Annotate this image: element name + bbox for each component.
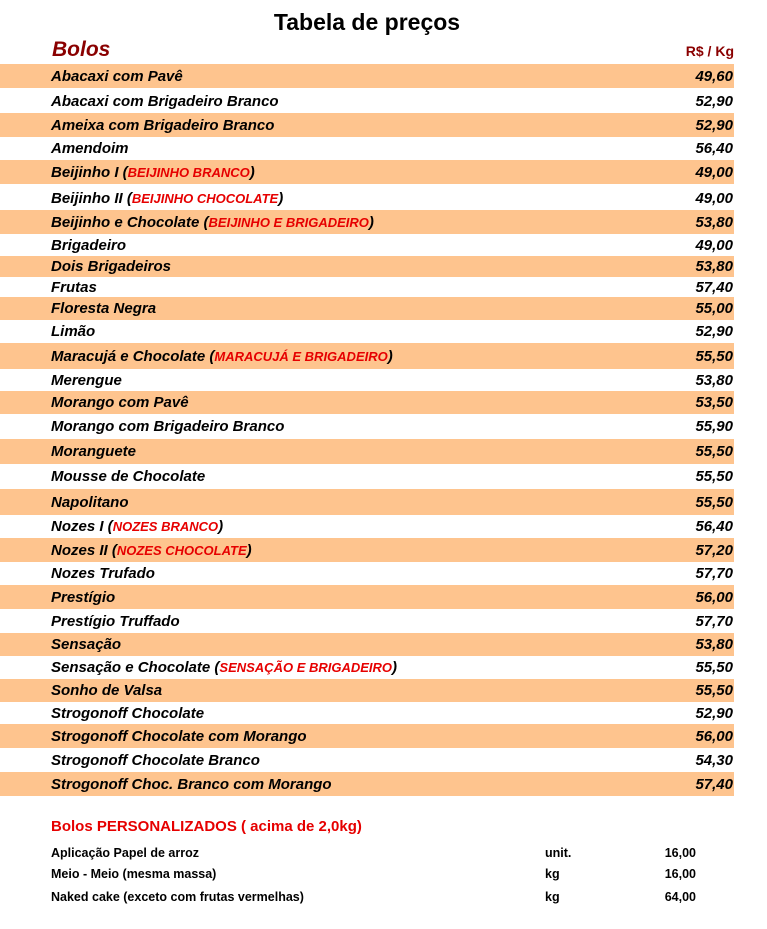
cake-name: Nozes I (NOZES BRANCO) — [51, 518, 224, 535]
cake-name — [51, 494, 653, 511]
cake-flavor: Sonho de Valsa — [51, 682, 163, 699]
cake-price: 52,90 — [695, 323, 733, 340]
price-row — [0, 748, 734, 772]
cake-flavor: Morango com Brigadeiro Branco — [51, 418, 285, 435]
filling-note: NOZES CHOCOLATE — [116, 542, 247, 558]
cake-price: 55,90 — [695, 418, 733, 435]
cake-flavor: Sensação — [51, 636, 122, 653]
custom-item-name: Aplicação Papel de arroz — [51, 846, 199, 860]
cake-flavor: Strogonoff Choc. Branco com Morango — [51, 775, 332, 793]
custom-item-unit: unit. — [545, 846, 572, 860]
cake-flavor: Strogonoff Chocolate — [51, 704, 205, 722]
price-row — [0, 210, 734, 234]
price-row — [0, 234, 734, 256]
cake-name — [51, 323, 653, 340]
cake-name — [51, 237, 653, 254]
cake-name — [51, 636, 653, 653]
price-row — [0, 160, 734, 184]
cake-price: 57,70 — [695, 565, 733, 582]
price-row — [0, 609, 734, 633]
cake-flavor: Beijinho e Chocolate — [51, 213, 200, 231]
filling-note: NOZES BRANCO — [112, 519, 219, 534]
price-row — [0, 772, 734, 796]
cake-price: 52,90 — [695, 92, 733, 110]
filling-note: BEIJINHO BRANCO — [127, 164, 250, 180]
cake-price: 55,50 — [695, 443, 733, 460]
cake-price: 55,50 — [695, 347, 733, 365]
price-row — [0, 369, 734, 391]
cake-price: 55,50 — [695, 659, 733, 676]
cake-flavor: Limão — [51, 323, 96, 340]
custom-item-row — [0, 867, 767, 885]
cake-price: 49,00 — [695, 163, 733, 181]
cake-price: 49,00 — [695, 236, 733, 254]
cake-flavor: Merengue — [51, 371, 122, 389]
cake-flavor: Strogonoff Chocolate Branco — [51, 751, 260, 769]
custom-cakes-heading: Bolos PERSONALIZADOS ( acima de 2,0kg) — [51, 818, 362, 835]
cake-name: Beijinho II (BEIJINHO CHOCOLATE) — [51, 189, 284, 207]
cake-name: Nozes II (NOZES CHOCOLATE) — [51, 541, 252, 559]
custom-item-name: Meio - Meio (mesma massa) — [51, 867, 217, 881]
cake-flavor: Nozes II — [51, 541, 108, 559]
cake-flavor: Nozes I — [51, 518, 104, 535]
price-row — [0, 343, 734, 369]
cake-price: 52,90 — [695, 116, 733, 134]
cake-price: 55,00 — [695, 300, 733, 317]
price-row — [0, 320, 734, 343]
custom-item-name: Naked cake (exceto com frutas vermelhas) — [51, 890, 304, 904]
cake-name — [51, 565, 653, 582]
cake-name — [51, 93, 653, 110]
cake-flavor: Floresta Negra — [51, 300, 157, 317]
price-row — [0, 515, 734, 538]
filling-note: BEIJINHO E BRIGADEIRO — [208, 214, 369, 230]
cake-name — [51, 68, 653, 85]
cake-name — [51, 372, 653, 389]
price-row — [0, 297, 734, 320]
price-row — [0, 679, 734, 702]
price-row — [0, 414, 734, 439]
cake-name — [51, 776, 653, 793]
cake-price: 56,00 — [695, 727, 733, 745]
cake-name — [51, 140, 653, 157]
cake-price: 55,50 — [695, 468, 733, 485]
cake-price: 57,20 — [695, 541, 733, 559]
cake-flavor: Beijinho I — [51, 163, 119, 181]
cake-price: 57,40 — [695, 775, 733, 793]
price-row — [0, 656, 734, 679]
cake-name — [51, 418, 653, 435]
cake-price: 49,60 — [695, 67, 733, 85]
cake-name: Beijinho e Chocolate (BEIJINHO E BRIGADEIRO) — [51, 213, 374, 231]
custom-item-unit: kg — [545, 867, 560, 881]
cake-name: Beijinho I (BEIJINHO BRANCO) — [51, 163, 255, 181]
filling-note: BEIJINHO CHOCOLATE — [131, 190, 279, 206]
cake-flavor: Brigadeiro — [51, 236, 127, 254]
cake-name — [51, 613, 653, 630]
cake-flavor: Abacaxi com Brigadeiro Branco — [51, 92, 279, 110]
cake-price: 54,30 — [695, 751, 733, 769]
price-row — [0, 186, 734, 210]
cake-flavor: Amendoim — [51, 140, 129, 157]
price-row — [0, 113, 734, 137]
cake-flavor: Dois Brigadeiros — [51, 258, 172, 275]
cake-flavor: Maracujá e Chocolate — [51, 347, 206, 365]
cake-price: 53,80 — [695, 258, 733, 275]
cake-name — [51, 279, 653, 296]
cake-flavor: Mousse de Chocolate — [51, 468, 206, 485]
price-row — [0, 633, 734, 656]
section-heading-bolos: Bolos — [52, 38, 111, 61]
price-row — [0, 562, 734, 585]
cake-flavor: Ameixa com Brigadeiro Branco — [51, 116, 275, 134]
cake-price: 55,50 — [695, 493, 733, 511]
custom-item-price: 16,00 — [664, 867, 696, 881]
cake-name — [51, 728, 653, 745]
cake-flavor: Napolitano — [51, 493, 129, 511]
price-row — [0, 277, 734, 297]
cake-flavor: Beijinho II — [51, 189, 123, 207]
price-row — [0, 137, 734, 160]
cake-flavor: Prestígio — [51, 588, 116, 606]
price-row — [0, 585, 734, 609]
custom-item-unit: kg — [545, 890, 560, 904]
cake-price: 56,40 — [695, 518, 733, 535]
price-row — [0, 64, 734, 88]
cake-flavor: Moranguete — [51, 443, 137, 460]
price-row — [0, 702, 734, 724]
cake-name: Sensação e Chocolate (SENSAÇÃO E BRIGADEIRO) — [51, 659, 398, 676]
cake-price: 55,50 — [695, 682, 733, 699]
cake-name — [51, 468, 653, 485]
cake-price: 53,80 — [695, 213, 733, 231]
cake-price: 53,80 — [695, 636, 733, 653]
price-row — [0, 538, 734, 562]
cake-flavor: Nozes Trufado — [51, 565, 155, 582]
cake-name — [51, 117, 653, 134]
cake-price: 56,00 — [695, 588, 733, 606]
price-row — [0, 256, 734, 277]
price-row — [0, 89, 734, 113]
cake-name — [51, 443, 653, 460]
cake-price: 57,40 — [695, 278, 733, 296]
price-row — [0, 391, 734, 414]
price-unit-header: R$ / Kg — [685, 43, 734, 59]
cake-flavor: Sensação e Chocolate — [51, 659, 211, 676]
cake-name — [51, 682, 653, 699]
cake-flavor: Prestígio Truffado — [51, 612, 180, 630]
cake-price: 57,70 — [695, 612, 733, 630]
cake-name — [51, 752, 653, 769]
cake-flavor: Strogonoff Chocolate com Morango — [51, 727, 307, 745]
cake-price: 53,80 — [695, 371, 733, 389]
custom-item-price: 16,00 — [664, 846, 696, 860]
cake-flavor: Frutas — [51, 278, 97, 296]
filling-note: MARACUJÁ E BRIGADEIRO — [214, 348, 388, 364]
price-row — [0, 464, 734, 489]
cake-name — [51, 589, 653, 606]
cake-price: 49,00 — [695, 189, 733, 207]
cake-name — [51, 300, 653, 317]
cake-price: 56,40 — [695, 140, 733, 157]
cake-name — [51, 258, 653, 275]
cake-flavor: Morango com Pavê — [51, 394, 189, 411]
price-row — [0, 724, 734, 748]
cake-price: 52,90 — [695, 704, 733, 722]
price-row — [0, 439, 734, 464]
cake-name — [51, 394, 653, 411]
custom-item-price: 64,00 — [664, 890, 696, 904]
cake-price: 53,50 — [695, 394, 733, 411]
custom-item-row — [0, 890, 767, 908]
price-row — [0, 489, 734, 515]
cake-flavor: Abacaxi com Pavê — [51, 67, 183, 85]
filling-note: SENSAÇÃO E BRIGADEIRO — [219, 660, 393, 675]
cake-name: Maracujá e Chocolate (MARACUJÁ E BRIGADEIRO) — [51, 347, 393, 365]
custom-item-row — [0, 846, 767, 864]
cake-name — [51, 705, 653, 722]
page-title: Tabela de preços — [273, 9, 461, 35]
